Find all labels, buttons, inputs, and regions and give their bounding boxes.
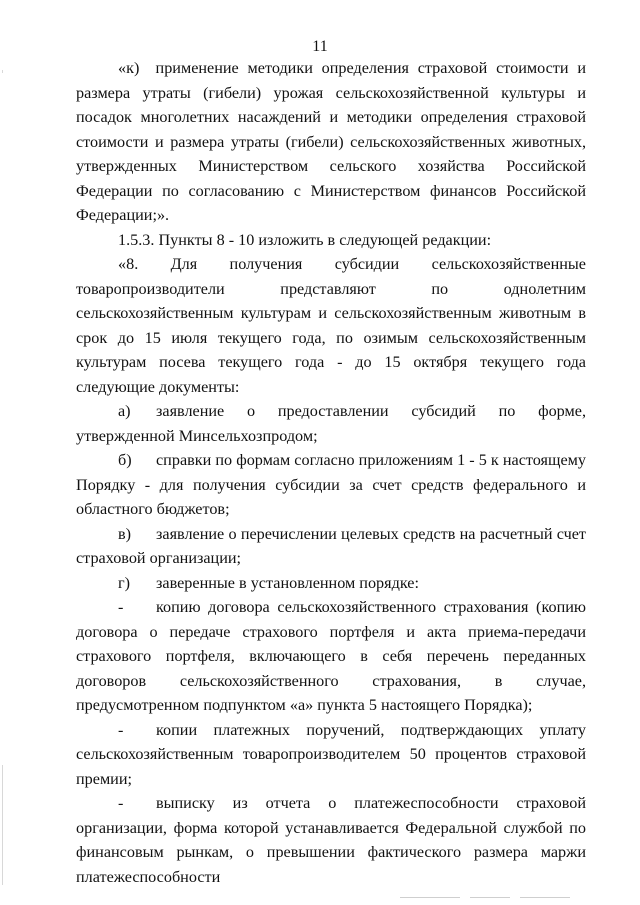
page-number: 11 xyxy=(312,38,328,55)
list-item-text: заверенные в установленном порядке: xyxy=(156,573,419,592)
list-marker: г) xyxy=(118,573,131,592)
scan-bottom-noise xyxy=(0,895,640,901)
list-item-a xyxy=(76,399,586,448)
list-item-text: заявление о предоставлении субсидий по форме, утвержденной Минсельхозпродом; xyxy=(76,402,586,445)
list-marker: б) xyxy=(118,451,132,469)
dash-item-contract-copy xyxy=(76,595,586,718)
list-item-text: справки по формам согласно приложениям 1 - 5 к настоящему Порядку - для получения субсидии за счет средств федерального и областного бюджетов; xyxy=(76,451,586,518)
paragraph-k: «к) применение методики определения страховой стоимости и размера утраты (гибели) урожая сельскохозяйственной культуры и посадок многолетних насаждений и методики определения страховой стоимости и размера утраты (гибели) сельскохозяйственных животных, утвержденных Министерством сельского хозяйства Российской Федерации по согласованию с Министерством финансов Российской Федерации;». xyxy=(76,59,586,224)
dash-item-text: копию договора сельскохозяйственного страхования (копию договора о передаче страхового портфеля и акта приема-передачи страхового портфеля, включающего в себя перечень переданных договоров сельскохозяйственного страхования, в случае, предусмотренном подпунктом «а» пункта 5 настоящего Порядка); xyxy=(76,598,586,714)
dash-marker: - xyxy=(118,794,124,812)
paragraph-8: «8. Для получения субсидии сельскохозяйственные товаропроизводители представляют по однолетним сельскохозяйственным культурам и сельскохозяйственным животным в срок до 15 июля текущего года, по озимым сельскохозяйственным культурам посева текущего года - до 15 октября текущего года следующие документы: xyxy=(76,255,586,396)
list-item-v xyxy=(76,522,586,571)
list-item-b xyxy=(76,448,586,522)
list-marker: в) xyxy=(118,524,132,543)
list-item-g xyxy=(76,571,586,596)
dash-item-text: копии платежных поручений, подтверждающих уплату сельскохозяйственным товаропроизводителем 50 процентов страховой премии; xyxy=(76,720,586,788)
dash-marker: - xyxy=(118,598,124,616)
dash-item-payment-orders xyxy=(76,718,586,792)
list-item-text: заявление о перечислении целевых средств на расчетный счет страховой организации; xyxy=(76,524,586,567)
dash-marker: - xyxy=(118,720,124,739)
dash-item-text: выписку из отчета о платежеспособности страховой организации, форма которой устанавливается Федеральной службой по финансовым рынкам, о превышении фактического размера маржи платежеспособности xyxy=(76,794,586,886)
scan-speck xyxy=(2,70,3,73)
document-body xyxy=(76,56,586,889)
scan-edge-shadow xyxy=(2,765,3,885)
dash-item-solvency-extract xyxy=(76,791,586,889)
list-marker: а) xyxy=(118,402,131,420)
paragraph-1-5-3: 1.5.3. Пункты 8 - 10 изложить в следующей редакции: xyxy=(118,230,492,249)
